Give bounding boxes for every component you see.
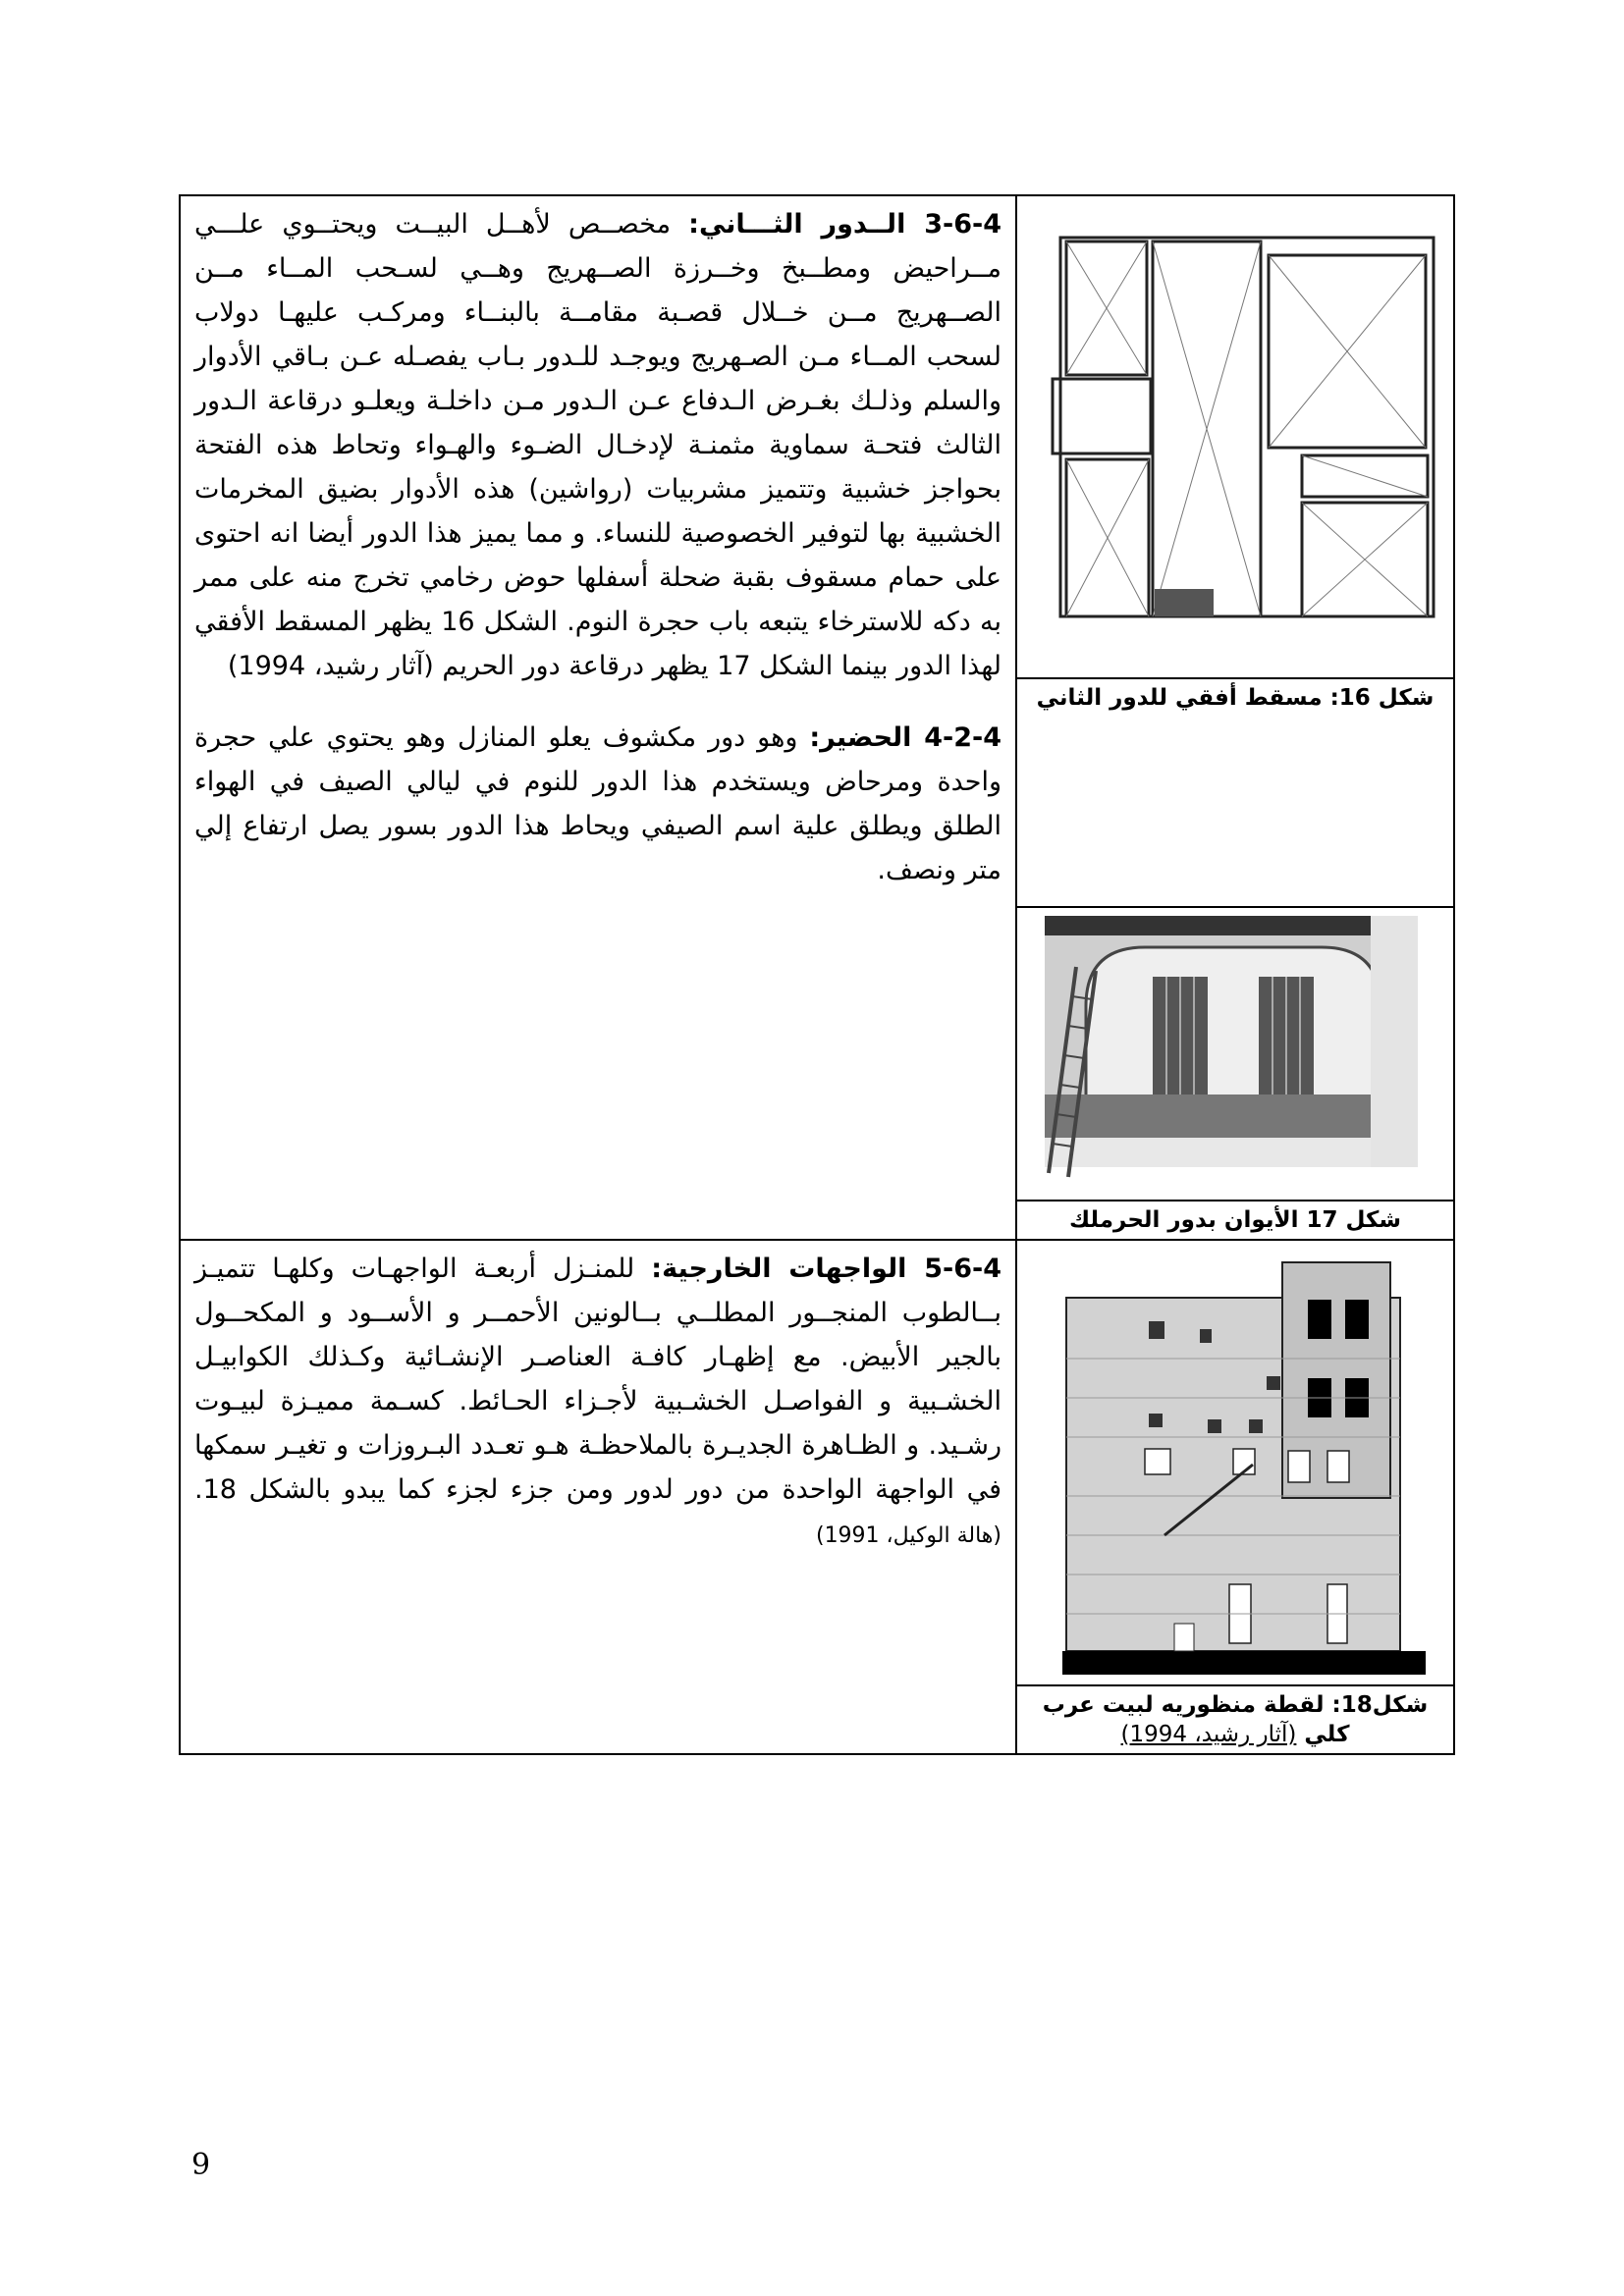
- figure-cell-17: [1016, 907, 1454, 1240]
- figure-18-caption: [1017, 1686, 1453, 1753]
- section-heading: 4-2-4 الحضير:: [809, 722, 1001, 753]
- figure-18-caption-text: شكل18: لقطة منظوريه لبيت عرب كلي: [1042, 1692, 1429, 1747]
- section-body: مخصــص لأهــل البيــت ويحتــوي علـــي مــراحيض ومطــبخ وخــرزة الصــهريج وهــي لسـحب المــاء مــن الصــهريج مــن خــلال قصـبة مقامــة بالبنــاء ومركـب عليهـا دولاب لسحب المــاء مـن الصـهريج ويوجـد للـدور بـاب يفصـله عـن بـاقي الأدوار والسلم وذلـك بغـرض الـدفاع عـن الـدور مـن داخلـة ويعلـو درقاعة الـدور الثالث فتحـة سماوية مثمنـة لإدخـال الضـوء والهـواء وتحاط هذه الفتحة بحواجز خشبية وتتميز مشربيات (رواشين) هذه الأدوار بضيق المخرمات الخشبية بها لتوفير الخصوصية للنساء. و مما يميز هذا الدور أيضا انه احتوى على حمام مسقوف بقبة ضحلة أسفلها حوض رخامي تخرج منه على ممر به دكه للاسترخاء يتبعه باب حجرة النوم. الشكل 16 يظهر المسقط الأفقي لهذا الدور بينما الشكل 17 يظهر درقاعة دور الحريم (آثار رشيد، 1994): [194, 209, 1001, 681]
- text-cell-top: [180, 195, 1016, 1240]
- section-facades: [194, 1247, 1001, 1558]
- figure-cell-18: [1016, 1240, 1454, 1754]
- text-cell-bottom: [180, 1240, 1016, 1754]
- section-upper-floor: [194, 202, 1001, 688]
- section-body: للمنـزل أربعـة الواجهـات وكلهـا تتميـز بــالطوب المنجــور المطلــي بــالونين الأحمــر و الأســود و المكحــول بالجير الأبيض. مع إظهـار كافـة العناصـر الإنشـائية وكـذلك الكوابيـل الخشـبية و الفواصـل الخشـبية لأجـزاء الحـائط. كسـمة مميـزة لبيـوت رشـيد. و الظـاهرة الجديـرة بالملاحظـة هـو تعـدد البـروزات و تغيـر سمكها في الواجهة الواحدة من دور لدور ومن جزء لجزء كما يبدو بالشكل 18.: [194, 1254, 1001, 1505]
- section-heading: 5-6-4 الواجهات الخارجية:: [651, 1254, 1001, 1284]
- page-number: 9: [191, 2148, 211, 2182]
- iwan-image: [1017, 908, 1453, 1201]
- figure-18-caption-source: (آثار رشيد، 1994): [1120, 1722, 1297, 1747]
- content-table: [179, 194, 1455, 1755]
- figure-16-caption: شكل 16: مسقط أفقي للدور الثاني: [1036, 685, 1435, 711]
- figure-cell-16: [1016, 195, 1454, 907]
- floor-plan-image: [1017, 196, 1453, 679]
- section-citation: (هالة الوكيل، 1991): [815, 1523, 1001, 1548]
- section-roof: [194, 716, 1001, 892]
- section-body: وهو دور مكشوف يعلو المنازل وهو يحتوي علي حجرة واحدة ومرحاض ويستخدم هذا الدور للنوم في ليالي الصيف في الهواء الطلق ويطلق علية اسم الصيفي ويحاط هذا الدور بسور يصل ارتفاع إلي متر ونصف.: [194, 722, 1001, 885]
- facade-image: [1017, 1241, 1453, 1686]
- figure-17-caption: شكل 17 الأيوان بدور الحرملك: [1068, 1207, 1402, 1233]
- section-heading: 3-6-4 الــدور الثـــاني:: [688, 209, 1002, 240]
